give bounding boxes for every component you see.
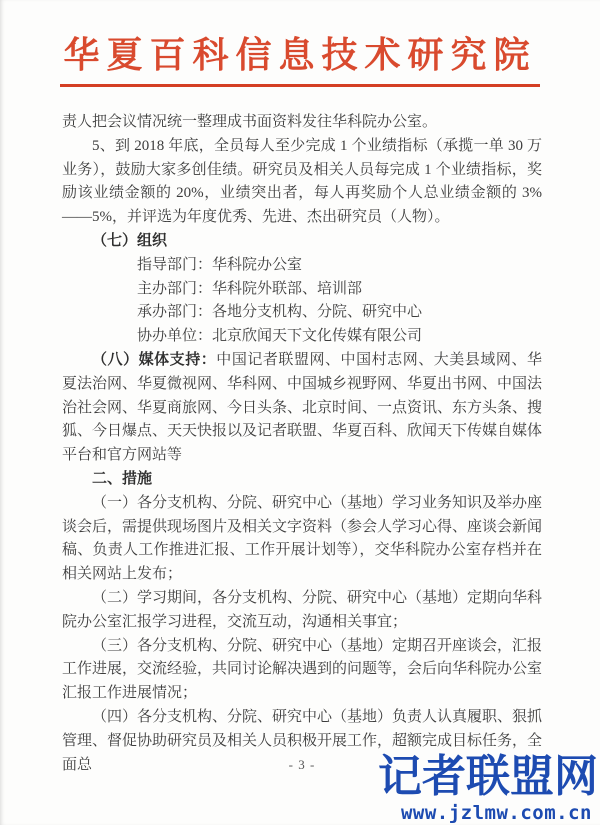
watermark-site-url: www.jzlmw.com.cn — [400, 802, 592, 824]
paragraph: （四）各分支机构、分院、研究中心（基地）负责人认真履职、狠抓管理、督促协助研究员及相关人员积极开展工作，超额完成目标任务，全面总 — [62, 708, 543, 773]
org-title: 华夏百科信息技术研究院 — [63, 35, 537, 75]
header-rule — [60, 84, 540, 87]
paragraph: （八）媒体支持：中国记者联盟网、中国村志网、大美县域网、华夏法治网、华夏微视网、华科网、中国城乡视野网、华夏出书网、中国法治社会网、华夏商旅网、今日头条、北京时间、一点资讯、东方头条、搜狐、今日爆点、天天快报以及记者联盟、华夏百科、欣闻天下传媒自媒体平台和官方网站等 — [62, 351, 543, 464]
page-number: - 3 - — [288, 757, 316, 772]
paragraph: （一）各分支机构、分院、研究中心（基地）学习业务知识及举办座谈会后，需提供现场图片及相关文字资料（参会人学习心得、座谈会新闻稿、负责人工作推进汇报、工作开展计划等），交华科院办公室存档并在相关网站上发布； — [62, 494, 543, 583]
paragraph: 承办部门：各地分支机构、分院、研究中心 — [137, 304, 423, 321]
paragraph: 指导部门：华科院办公室 — [137, 256, 303, 273]
paragraph: 责人把会议情况统一整理成书面资料发往华科院办公室。 — [62, 114, 438, 130]
paragraph-lead: （八）媒体支持： — [92, 351, 217, 368]
paragraph: 5、到 2018 年底，全员每人至少完成 1 个业绩指标（承揽一单 30 万业务），鼓励大家多创佳绩。研究员及相关人员每完成 1 个业绩指标，奖励该业绩金额的 20%，业绩突出者，每人再奖励个人总业绩金额的 3%——5%，并评选为年度优秀、先进、杰出研究员（人物）。 — [62, 137, 542, 226]
paragraph: 二、措施 — [92, 470, 153, 487]
watermark-site-name: 记者联盟网 — [378, 752, 598, 801]
paragraph: 协办单位：北京欣闻天下文化传媒有限公司 — [137, 328, 423, 345]
document-body — [62, 111, 542, 777]
document-header — [60, 36, 540, 87]
paragraph: 主办部门：华科院外联部、培训部 — [137, 280, 363, 297]
paragraph: （二）学习期间，各分支机构、分院、研究中心（基地）定期向华科院办公室汇报学习进程，交流互动，沟通相关事宜； — [62, 589, 543, 630]
paragraph: （三）各分支机构、分院、研究中心（基地）定期召开座谈会，汇报工作进展，交流经验，共同讨论解决遇到的问题等，会后向华科院办公室汇报工作进展情况； — [62, 637, 543, 702]
paragraph: （七）组织 — [92, 232, 168, 249]
